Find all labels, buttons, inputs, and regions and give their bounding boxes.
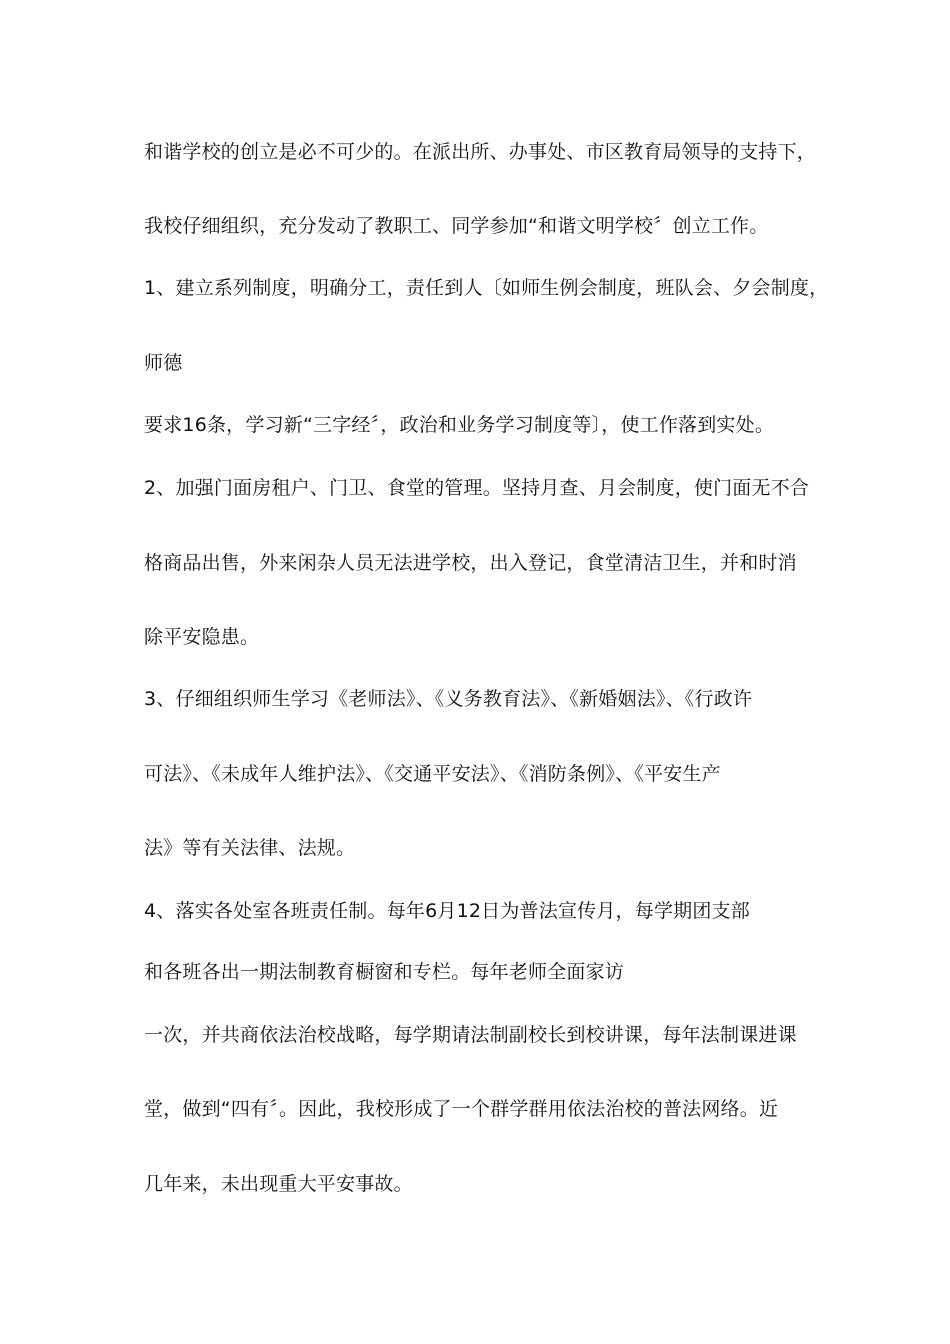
- text-line: 可法》、《未成年人维护法》、《交通平安法》、《消防条例》、《平安生产: [144, 763, 721, 785]
- text-line: 一次，并共商依法治校战略，每学期请法制副校长到校讲课，每年法制课进课: [144, 1024, 797, 1046]
- text-line: 堂，做到“四有〞。因此，我校形成了一个群学群用依法治校的普法网络。近: [144, 1098, 779, 1120]
- text-line: 除平安隐患。: [144, 626, 260, 648]
- text-line: 格商品出售，外来闲杂人员无法进学校，出入登记，食堂清洁卫生，并和时消: [144, 552, 797, 574]
- text-line: 4、落实各处室各班责任制。每年6月12日为普法宣传月，每学期团支部: [144, 900, 750, 922]
- text-line: 和谐学校的创立是必不可少的。在派出所、办事处、市区教育局领导的支持下，: [144, 141, 817, 163]
- text-line: 法》等有关法律、法规。: [144, 837, 356, 859]
- text-line: 1、建立系列制度，明确分工，责任到人〔如师生例会制度，班队会、夕会制度，: [144, 277, 829, 299]
- text-line: 要求16条，学习新“三字经〞，政治和业务学习制度等〕，使工作落到实处。: [144, 414, 775, 436]
- text-line: 我校仔细组织，充分发动了教职工、同学参加“和谐文明学校〞创立工作。: [144, 215, 769, 237]
- text-line: 几年来，未出现重大平安事故。: [144, 1173, 413, 1195]
- text-line: 3、仔细组织师生学习《老师法》、《义务教育法》、《新婚姻法》、《行政许: [144, 688, 753, 710]
- text-line: 师德: [144, 352, 183, 374]
- text-line: 2、加强门面房租户、门卫、食堂的管理。坚持月查、月会制度，使门面无不合: [144, 477, 810, 499]
- text-line: 和各班各出一期法制教育橱窗和专栏。每年老师全面家访: [144, 961, 625, 983]
